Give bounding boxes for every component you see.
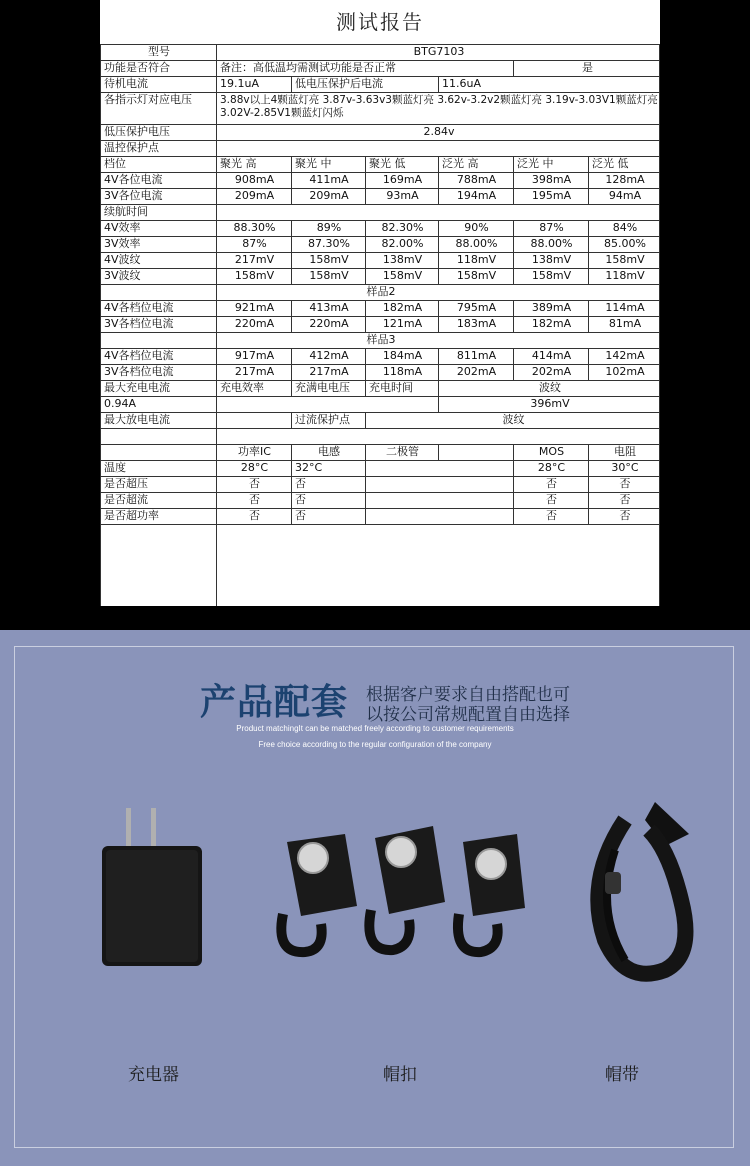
table-cell: 备注：高低温均需测试功能是否正常 xyxy=(220,61,396,74)
table-rule xyxy=(438,316,439,332)
row-label: 4V效率 xyxy=(104,221,141,234)
table-rule xyxy=(100,44,101,606)
table-cell: 158mV xyxy=(531,269,572,282)
section-subtitle-line2: 以按公司常规配置自由选择 xyxy=(366,705,570,725)
table-cell: 82.00% xyxy=(381,237,424,250)
table-cell: 118mV xyxy=(605,269,645,282)
test-report xyxy=(100,0,660,606)
table-rule xyxy=(438,188,439,204)
row-label: 各指示灯对应电压 xyxy=(104,93,192,106)
table-rule xyxy=(438,444,439,460)
row-label: 4V各位电流 xyxy=(104,173,163,186)
row-label: 4V各档位电流 xyxy=(104,301,174,314)
table-rule xyxy=(438,236,439,252)
table-cell: 795mA xyxy=(456,301,497,314)
table-cell: 87% xyxy=(539,221,564,234)
table-rule xyxy=(291,460,292,476)
table-cell: 202mA xyxy=(531,365,572,378)
table-cell: 电感 xyxy=(318,445,340,458)
table-rule xyxy=(365,380,366,396)
table-rule xyxy=(291,172,292,188)
table-rule xyxy=(588,348,589,364)
table-cell: 2.84v xyxy=(423,125,455,138)
table-cell: 118mV xyxy=(456,253,497,266)
table-cell: MOS xyxy=(538,445,565,458)
section-subtitle-line1: 根据客户要求自由搭配也可 xyxy=(366,685,570,705)
table-cell: 411mA xyxy=(309,173,349,186)
row-label: 续航时间 xyxy=(104,205,148,218)
table-cell: 是 xyxy=(582,61,593,74)
table-rule xyxy=(291,380,292,396)
row-label: 是否超功率 xyxy=(104,509,159,522)
table-rule xyxy=(513,252,514,268)
table-cell: 11.6uA xyxy=(442,77,481,90)
table-rule xyxy=(513,348,514,364)
table-rule xyxy=(588,172,589,188)
row-label: 最大充电电流 xyxy=(104,381,170,394)
row-label: 温控保护点 xyxy=(104,141,159,154)
row-label: 最大放电电流 xyxy=(104,413,170,426)
table-rule xyxy=(438,76,439,92)
table-cell: 788mA xyxy=(456,173,497,186)
row-label: 档位 xyxy=(104,157,126,170)
table-cell: 否 xyxy=(295,493,306,506)
table-rule xyxy=(438,252,439,268)
table-rule xyxy=(291,156,292,172)
table-cell: 917mA xyxy=(234,349,275,362)
table-cell: 81mA xyxy=(608,317,642,330)
table-cell: 389mA xyxy=(531,301,572,314)
table-rule xyxy=(438,220,439,236)
table-rule xyxy=(291,220,292,236)
row-label: 待机电流 xyxy=(104,77,148,90)
table-cell: 32°C xyxy=(295,461,323,474)
table-rule xyxy=(513,492,514,508)
row-label: 温度 xyxy=(104,461,126,474)
table-rule xyxy=(438,300,439,316)
item-label-helmet-clip: 帽扣 xyxy=(383,1065,417,1085)
charger-icon xyxy=(96,800,206,970)
table-rule xyxy=(513,444,514,460)
table-rule xyxy=(365,412,366,428)
head-strap-icon xyxy=(585,790,705,990)
table-rule xyxy=(513,188,514,204)
table-cell: 88.00% xyxy=(530,237,573,250)
row-label: 3V效率 xyxy=(104,237,141,250)
row-label: 型号 xyxy=(148,45,170,58)
table-cell: 88.30% xyxy=(233,221,276,234)
row-label: 样品3 xyxy=(366,333,396,346)
table-rule xyxy=(513,316,514,332)
table-rule xyxy=(513,268,514,284)
table-cell: 398mA xyxy=(531,173,572,186)
table-rule xyxy=(438,364,439,380)
table-rule xyxy=(365,364,366,380)
table-rule xyxy=(438,172,439,188)
table-rule xyxy=(513,476,514,492)
report-title: 测试报告 xyxy=(336,10,424,34)
table-rule xyxy=(291,412,292,428)
table-rule xyxy=(588,268,589,284)
table-cell: 138mV xyxy=(531,253,572,266)
row-label: 3V波纹 xyxy=(104,269,141,282)
row-label: 功能是否符合 xyxy=(104,61,170,74)
table-cell: 811mA xyxy=(456,349,497,362)
table-cell: 泛光 中 xyxy=(517,157,554,170)
table-cell: 121mA xyxy=(382,317,423,330)
table-rule xyxy=(513,236,514,252)
table-cell: 87.30% xyxy=(308,237,350,250)
row-label: 是否超流 xyxy=(104,493,148,506)
table-cell: 209mA xyxy=(309,189,349,202)
table-cell: 217mA xyxy=(309,365,349,378)
table-cell: 否 xyxy=(546,477,557,490)
table-cell: 过流保护点 xyxy=(295,413,350,426)
table-rule xyxy=(216,44,217,606)
helmet-clip-icon xyxy=(265,824,535,964)
table-rule xyxy=(588,188,589,204)
table-rule xyxy=(588,156,589,172)
row-label: 3V各档位电流 xyxy=(104,365,174,378)
table-rule xyxy=(291,492,292,508)
table-cell: 102mA xyxy=(605,365,645,378)
table-rule xyxy=(291,188,292,204)
table-rule xyxy=(588,508,589,524)
table-rule xyxy=(588,300,589,316)
table-rule xyxy=(100,428,660,429)
table-cell: 158mV xyxy=(605,253,645,266)
table-cell: 158mV xyxy=(234,269,275,282)
table-cell: 否 xyxy=(295,509,306,522)
row-label: 3V各档位电流 xyxy=(104,317,174,330)
row-label: 是否超压 xyxy=(104,477,148,490)
table-cell: 聚光 高 xyxy=(220,157,257,170)
table-cell: 182mA xyxy=(531,317,572,330)
table-cell: 否 xyxy=(295,477,306,490)
table-cell: 聚光 低 xyxy=(369,157,406,170)
english-caption-line1: Product matchingIt can be matched freely according to customer requirements xyxy=(236,724,514,733)
table-cell: 182mA xyxy=(382,301,423,314)
table-cell: 908mA xyxy=(234,173,275,186)
table-rule xyxy=(291,364,292,380)
table-rule xyxy=(588,492,589,508)
product-matching-section xyxy=(0,630,750,1166)
table-rule xyxy=(291,316,292,332)
table-rule xyxy=(365,236,366,252)
table-cell: 396mV xyxy=(530,397,570,410)
table-cell: 413mA xyxy=(309,301,349,314)
table-rule xyxy=(365,268,366,284)
table-rule xyxy=(513,508,514,524)
table-cell: 209mA xyxy=(234,189,275,202)
table-cell: 30°C xyxy=(611,461,639,474)
table-rule xyxy=(588,316,589,332)
table-rule xyxy=(513,460,514,476)
table-rule xyxy=(588,476,589,492)
table-rule xyxy=(438,348,439,364)
table-rule xyxy=(659,44,660,606)
table-cell: 202mA xyxy=(456,365,497,378)
table-rule xyxy=(365,156,366,172)
table-cell: 217mA xyxy=(234,365,275,378)
table-cell: 89% xyxy=(316,221,342,234)
table-cell: 19.1uA xyxy=(220,77,259,90)
table-rule xyxy=(291,76,292,92)
table-cell: 94mA xyxy=(608,189,642,202)
table-cell: 184mA xyxy=(382,349,423,362)
table-cell: 低电压保护后电流 xyxy=(295,77,383,90)
table-cell: 93mA xyxy=(386,189,419,202)
table-cell: 否 xyxy=(619,509,631,522)
report-table xyxy=(100,44,660,606)
table-cell: 3.88v以上4颗蓝灯亮 3.87v-3.63v3颗蓝灯亮 3.62v-3.2v2颗蓝灯亮 3.19v-3.03V1颗蓝灯亮 3.02V-2.85V1颗蓝灯闪烁 xyxy=(220,94,658,119)
row-label: 低压保护电压 xyxy=(104,125,170,138)
table-cell: 158mV xyxy=(309,253,349,266)
table-cell: 87% xyxy=(242,237,267,250)
table-cell: 28°C xyxy=(537,461,566,474)
table-rule xyxy=(438,396,439,412)
table-cell: 否 xyxy=(249,509,260,522)
table-cell: 聚光 中 xyxy=(295,157,332,170)
table-cell: 220mA xyxy=(309,317,349,330)
table-cell: 414mA xyxy=(531,349,572,362)
table-rule xyxy=(513,220,514,236)
table-rule xyxy=(365,220,366,236)
table-rule xyxy=(365,508,366,524)
table-cell: 充电时间 xyxy=(369,381,413,394)
table-rule xyxy=(291,348,292,364)
table-rule xyxy=(588,444,589,460)
table-rule xyxy=(365,252,366,268)
table-rule xyxy=(438,156,439,172)
table-cell: 158mV xyxy=(456,269,497,282)
table-rule xyxy=(365,348,366,364)
table-cell: 85.00% xyxy=(604,237,646,250)
table-cell: 28°C xyxy=(240,461,269,474)
table-cell: 138mV xyxy=(382,253,423,266)
table-cell: 158mV xyxy=(309,269,349,282)
table-cell: 否 xyxy=(249,493,260,506)
table-cell: 158mV xyxy=(382,269,423,282)
table-cell: 84% xyxy=(612,221,638,234)
table-rule xyxy=(291,300,292,316)
table-rule xyxy=(365,172,366,188)
table-cell: 否 xyxy=(619,477,631,490)
item-label-head-strap: 帽带 xyxy=(605,1065,639,1085)
table-cell: 88.00% xyxy=(455,237,498,250)
table-cell: 217mV xyxy=(234,253,275,266)
table-rule xyxy=(588,252,589,268)
table-rule xyxy=(588,364,589,380)
item-label-charger: 充电器 xyxy=(128,1065,179,1085)
table-rule xyxy=(291,252,292,268)
table-cell: 128mA xyxy=(605,173,645,186)
table-rule xyxy=(365,300,366,316)
table-cell: 电阻 xyxy=(614,445,636,458)
table-rule xyxy=(365,188,366,204)
table-rule xyxy=(291,236,292,252)
table-rule xyxy=(438,380,439,396)
table-rule xyxy=(365,492,366,508)
table-rule xyxy=(588,220,589,236)
table-cell: 否 xyxy=(546,509,557,522)
table-cell: 波纹 xyxy=(539,381,561,394)
table-cell: 否 xyxy=(249,477,260,490)
table-cell: 114mA xyxy=(605,301,645,314)
table-cell: 220mA xyxy=(234,317,275,330)
table-cell: 泛光 低 xyxy=(592,157,629,170)
table-rule xyxy=(513,60,514,76)
table-cell: 波纹 xyxy=(502,413,525,426)
table-rule xyxy=(291,444,292,460)
table-rule xyxy=(291,508,292,524)
row-label: 4V波纹 xyxy=(104,253,141,266)
table-rule xyxy=(513,156,514,172)
table-cell: 82.30% xyxy=(381,221,424,234)
table-rule xyxy=(100,524,660,525)
table-cell: 169mA xyxy=(382,173,423,186)
row-label: 4V各档位电流 xyxy=(104,349,174,362)
table-cell: 充满电电压 xyxy=(295,381,350,394)
table-cell: 90% xyxy=(464,221,489,234)
table-rule xyxy=(291,476,292,492)
table-cell: 泛光 高 xyxy=(442,157,479,170)
table-rule xyxy=(365,476,366,492)
table-rule xyxy=(588,236,589,252)
section-title: 产品配套 xyxy=(200,682,349,723)
table-cell: BTG7103 xyxy=(413,45,465,58)
table-cell: 否 xyxy=(546,493,557,506)
table-rule xyxy=(513,300,514,316)
table-rule xyxy=(438,268,439,284)
table-cell: 195mA xyxy=(531,189,572,202)
table-rule xyxy=(365,460,366,476)
row-label: 3V各位电流 xyxy=(104,189,163,202)
table-cell: 二极管 xyxy=(386,445,419,458)
table-cell: 118mA xyxy=(382,365,423,378)
table-rule xyxy=(365,444,366,460)
table-cell: 否 xyxy=(619,493,631,506)
english-caption-line2: Free choice according to the regular configuration of the company xyxy=(258,740,492,749)
table-cell: 功率IC xyxy=(238,445,271,458)
table-cell: 充电效率 xyxy=(220,381,264,394)
table-rule xyxy=(365,316,366,332)
table-rule xyxy=(588,460,589,476)
table-cell: 412mA xyxy=(309,349,349,362)
table-cell: 921mA xyxy=(234,301,275,314)
table-rule xyxy=(513,364,514,380)
table-cell: 183mA xyxy=(456,317,497,330)
row-label: 0.94A xyxy=(104,397,137,410)
row-label: 样品2 xyxy=(366,285,396,298)
table-cell: 194mA xyxy=(456,189,497,202)
table-cell: 142mA xyxy=(605,349,645,362)
table-rule xyxy=(513,172,514,188)
table-rule xyxy=(291,268,292,284)
